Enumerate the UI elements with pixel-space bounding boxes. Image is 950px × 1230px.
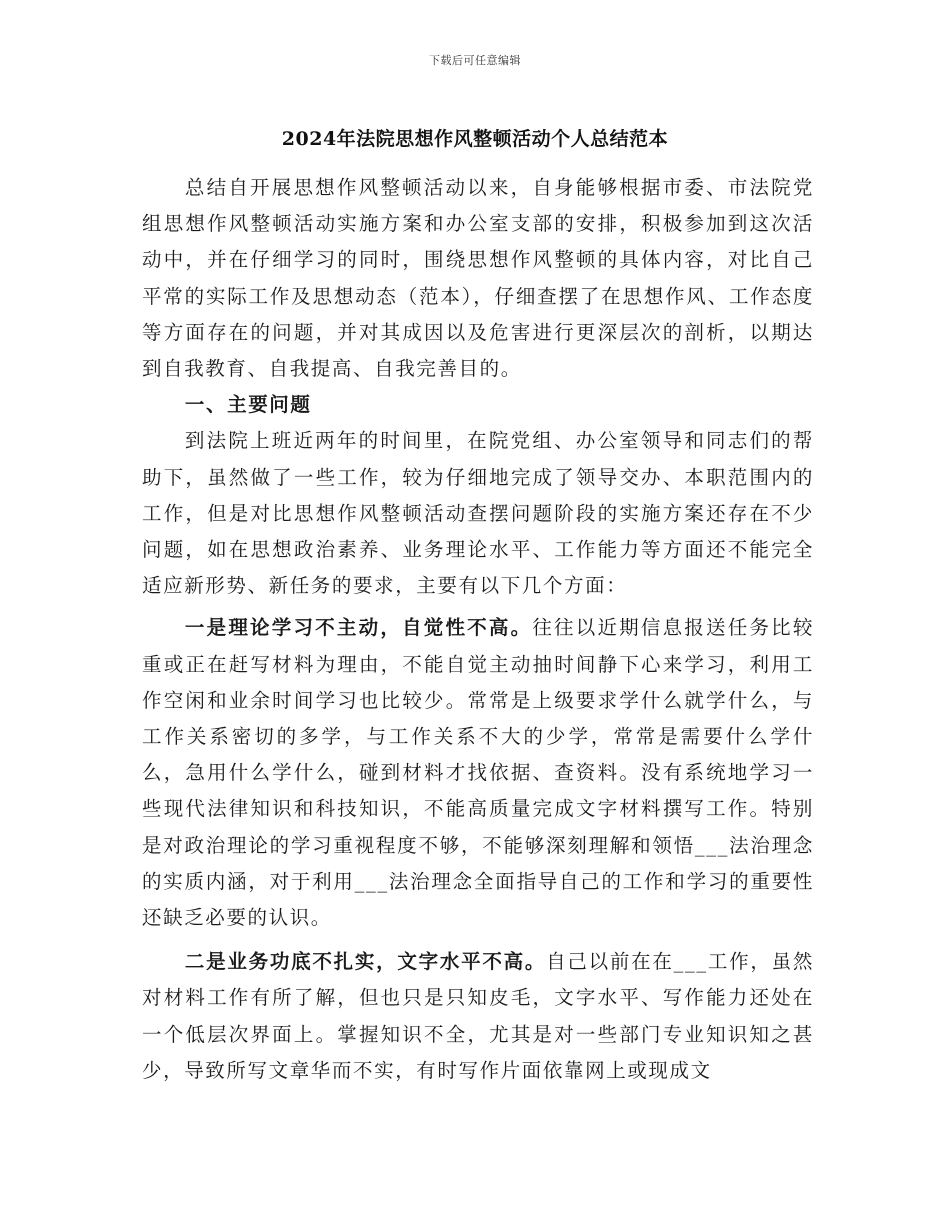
problem-two-text: 自己以前在在___工作，虽然对材料工作有所了解，但也只是只知皮毛，文字水平、写作能力还处在一个低层次界面上。掌握知识不全，尤其是对一些部门专业知识知之甚少，导致所写文章华而不实，有时写作片面依靠网上或现成文: [142, 950, 814, 1082]
problem-one-text: 往往以近期信息报送任务比较重或正在赶写材料为理由，不能自觉主动抽时间静下心来学习，利用工作空闲和业余时间学习也比较少。常常是上级要求学什么就学什么，与工作关系密切的多学，与工作关系不大的少学，常常是需要什么学什么，急用什么学什么，碰到材料才找依据、查资料。没有系统地学习一些现代法律知识和科技知识，不能高质量完成文字材料撰写工作。特别是对政治理论的学习重视程度不够，不能够深刻理解和领悟___法治理念的实质内涵，对于利用___法治理念全面指导自己的工作和学习的重要性还缺乏必要的认识。: [142, 616, 814, 930]
document-body: [142, 170, 814, 1089]
intro-paragraph: 总结自开展思想作风整顿活动以来，自身能够根据市委、市法院党组思想作风整顿活动实施方案和办公室支部的安排，积极参加到这次活动中，并在仔细学习的同时，围绕思想作风整顿的具体内容，对比自己平常的实际工作及思想动态（范本），仔细查摆了在思想作风、工作态度等方面存在的问题，并对其成因以及危害进行更深层次的剖析，以期达到自我教育、自我提高、自我完善目的。: [142, 176, 814, 381]
problem-two-lead: 二是业务功底不扎实，文字水平不高。: [184, 950, 547, 974]
problem-one-lead: 一是理论学习不主动，自觉性不高。: [184, 616, 533, 640]
header-note: 下载后可任意编辑: [429, 54, 521, 67]
problem-one-paragraph: [142, 610, 814, 936]
document-title: 2024年法院思想作风整顿活动个人总结范本: [281, 128, 669, 150]
problem-two-paragraph: [142, 944, 814, 1089]
section-heading-main-problems: 一、主要问题: [184, 393, 312, 417]
problems-overview-paragraph: 到法院上班近两年的时间里，在院党组、办公室领导和同志们的帮助下，虽然做了一些工作，较为仔细地完成了领导交办、本职范围内的工作，但是对比思想作风整顿活动查摆问题阶段的实施方案还存在不少问题，如在思想政治素养、业务理论水平、工作能力等方面还不能完全适应新形势、新任务的要求，主要有以下几个方面：: [142, 429, 814, 598]
